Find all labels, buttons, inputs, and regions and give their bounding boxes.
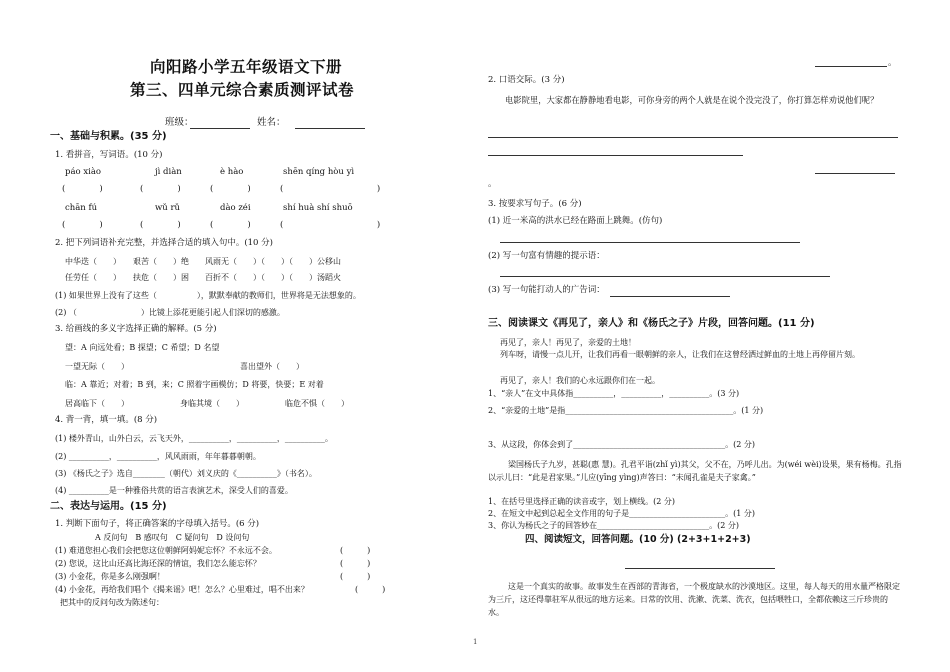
q2-sentence2: (2) （ ）比镜上添花更能引起人们深切的感激。 xyxy=(55,308,285,317)
p2-q1-title: 1. 判断下面句子，将正确答案的字母填入括号。(6 分) xyxy=(55,519,260,529)
page-number: 1 xyxy=(473,638,478,646)
answer-blank[interactable]: ( ) xyxy=(210,184,251,194)
p3-line: 列车呀，请慢一点儿开，让我们再看一眼朝鲜的亲人，让我们在这曾经洒过鲜血的土地上再停留片刻。 xyxy=(500,350,860,359)
answer-line[interactable] xyxy=(815,66,887,67)
q3-item: 一望无际（ ） xyxy=(65,362,129,371)
q2-title: 2. 把下列词语补充完整，并选择合适的填入句中。(10 分) xyxy=(55,238,273,248)
name-label: 姓名： xyxy=(257,117,286,128)
p2-rewrite-prompt: 把其中的反问句改为陈述句： xyxy=(60,598,164,607)
q4-line2: (2) __________，__________，风风雨雨，年年暮暮朝朝。 xyxy=(55,452,261,461)
p2-sentence: (2) 您说，这比山还高比海还深的情谊，我们怎么能忘怀？ xyxy=(55,559,261,568)
period-mark: 。 xyxy=(488,179,497,189)
q4-title: 4. 背一背，填一填。(8 分) xyxy=(55,415,158,425)
q3-title: 3. 给画线的多义字选择正确的解释。(5 分) xyxy=(55,324,217,334)
answer-blank[interactable]: ( ) xyxy=(62,220,103,230)
pinyin: jì diàn xyxy=(155,167,182,177)
pinyin: shí huà shí shuō xyxy=(283,203,353,213)
p3-line: 再见了，亲人！我们的心永远跟你们在一起。 xyxy=(500,376,660,385)
part2-heading: 二、表达与运用。(15 分) xyxy=(50,501,167,512)
period-mark: 。 xyxy=(888,58,897,68)
answer-blank[interactable]: ( ) xyxy=(340,559,371,568)
class-label: 班级： xyxy=(165,117,194,128)
q3-item: 居高临下（ ） xyxy=(65,399,129,408)
p4-passage: 这是一个真实的故事。故事发生在西部的青海省，一个极度缺水的沙漠地区。这里，每人每天的用水量严格限定为三斤，这还得靠驻军从很远的地方运来。日常的饮用、洗漱、洗菜、洗衣，包括喂牲口，全都依赖这三斤珍贵的水。 xyxy=(488,582,900,617)
exam-title-line1: 向阳路小学五年级语文下册 xyxy=(150,58,343,76)
answer-blank-long[interactable]: ( ) xyxy=(280,220,381,230)
p3-question: 1、在括号里选择正确的读音或字，划上横线。(2 分) xyxy=(488,497,675,506)
answer-line[interactable] xyxy=(500,242,800,243)
answer-line[interactable] xyxy=(500,276,830,277)
answer-blank-long[interactable]: ( ) xyxy=(280,184,381,194)
answer-line[interactable] xyxy=(610,296,730,297)
answer-blank[interactable]: ( ) xyxy=(340,572,371,581)
q3-item: 临危不惧（ ） xyxy=(285,399,349,408)
answer-blank[interactable]: ( ) xyxy=(62,184,103,194)
q4-line3: (3) 《杨氏之子》选自________（朝代）刘义庆的《__________》（书名）。 xyxy=(55,469,317,478)
q4-line4: (4) __________是一种雅俗共赏的语言表演艺术，深受人们的喜爱。 xyxy=(55,486,293,495)
answer-line[interactable] xyxy=(488,155,743,156)
name-field[interactable] xyxy=(295,128,365,129)
answer-blank[interactable]: ( ) xyxy=(210,220,251,230)
pinyin: páo xiào xyxy=(65,167,102,177)
p2-sentence: (1) 难道您担心我们会把您这位朝鲜阿妈妮忘怀？不永远不会。 xyxy=(55,546,277,555)
answer-line[interactable] xyxy=(815,173,895,174)
pinyin: dào zéi xyxy=(220,203,251,213)
q2-sentence1: (1) 如果世界上没有了这些（ ），默默奉献的教师们，世界将是无法想象的。 xyxy=(55,291,361,300)
r-q3-s2: (2) 写一句富有情趣的提示语： xyxy=(488,251,605,261)
p2-options: A 反问句 B 感叹句 C 疑问句 D 设问句 xyxy=(95,533,250,542)
p3-line: 再见了，亲人！再见了，亲爱的土地！ xyxy=(500,338,636,347)
q3-item: 喜出望外（ ） xyxy=(240,362,304,371)
p3-question: 1、“亲人”在文中具体指__________，__________，__________。(3 分) xyxy=(488,389,740,398)
p3-question: 2、在短文中起到总起全文作用的句子是________________________。(1 分) xyxy=(488,509,755,518)
q3-def-wang: 望：A 向远处看；B 探望；C 希望；D 名望 xyxy=(65,343,220,352)
r-q2-text: 电影院里，大家都在静静地看电影，可你身旁的两个人就是在说个没完没了，你打算怎样劝说他们呢？ xyxy=(505,95,879,105)
q3-def-lin: 临：A 靠近；对着；B 到，来；C 照着字画模仿；D 将要，快要；E 对着 xyxy=(65,380,324,389)
q3-item: 身临其境（ ） xyxy=(180,399,244,408)
p3-question: 3、你认为杨氏之子的回答妙在____________________________。(2 分) xyxy=(488,521,739,530)
answer-blank[interactable]: ( ) xyxy=(340,546,371,555)
title-blank-line[interactable] xyxy=(625,568,775,569)
r-q2-title: 2. 口语交际。(3 分) xyxy=(488,75,565,85)
part1-heading: 一、基础与积累。(35 分) xyxy=(50,131,167,142)
p2-sentence: (3) 小金花，你是多么刚强啊！ xyxy=(55,572,165,581)
p3-question: 2、“亲爱的土地”是指__________________________________________。(1 分) xyxy=(488,406,764,415)
q4-line1: (1) 楼外青山，山外白云，云飞天外，__________，__________，__________。 xyxy=(55,434,333,443)
p3-passage: 梁国杨氏子九岁，甚聪(惠 慧)。孔君平诣(zhǐ yì)其父，父不在，乃呼儿出。为(wéi wèi)设果，果有杨梅。孔指以示儿曰：“此是君家果。”儿应(yīng yìng)声答曰：“未闻孔雀是夫子家禽。” xyxy=(488,460,902,482)
r-q3-title: 3. 按要求写句子。(6 分) xyxy=(488,199,582,209)
class-field[interactable] xyxy=(190,128,250,129)
answer-blank[interactable]: ( ) xyxy=(355,585,386,594)
part4-heading: 四、阅读短文，回答问题。(10 分) (2+3+1+2+3) xyxy=(525,534,751,545)
q2-words-line1: 中华迭（ ） 艰苦（ ）绝 风雨无（ ）（ ）（ ）公移山 xyxy=(65,257,341,266)
p3-question: 3、从这段，你体会到了______________________________________。(2 分) xyxy=(488,440,755,449)
pinyin: è hào xyxy=(220,167,244,177)
q1-title: 1. 看拼音，写词语。(10 分) xyxy=(55,150,163,160)
part3-heading: 三、阅读课文《再见了，亲人》和《杨氏之子》片段，回答问题。(11 分) xyxy=(488,318,815,329)
p2-sentence: (4) 小金花，再给我们唱个《揭来谣》吧！怎么？心里难过，唱不出来？ xyxy=(55,585,309,594)
answer-blank[interactable]: ( ) xyxy=(140,220,181,230)
q2-words-line2: 任劳任（ ） 扶危（ ）困 百折不（ ）（ ）（ ）汤蹈火 xyxy=(65,273,341,282)
pinyin: chān fú xyxy=(65,203,98,213)
pinyin: shēn qíng hòu yì xyxy=(283,167,355,177)
r-q3-s3: (3) 写一句能打动人的广告词： xyxy=(488,285,605,295)
pinyin: wǔ rǔ xyxy=(155,203,180,213)
answer-line[interactable] xyxy=(488,137,898,138)
r-q3-s1: (1) 近一米高的洪水已经在路面上跳舞。(仿句) xyxy=(488,216,663,226)
answer-blank[interactable]: ( ) xyxy=(140,184,181,194)
exam-title-line2: 第三、四单元综合素质测评试卷 xyxy=(130,81,355,99)
